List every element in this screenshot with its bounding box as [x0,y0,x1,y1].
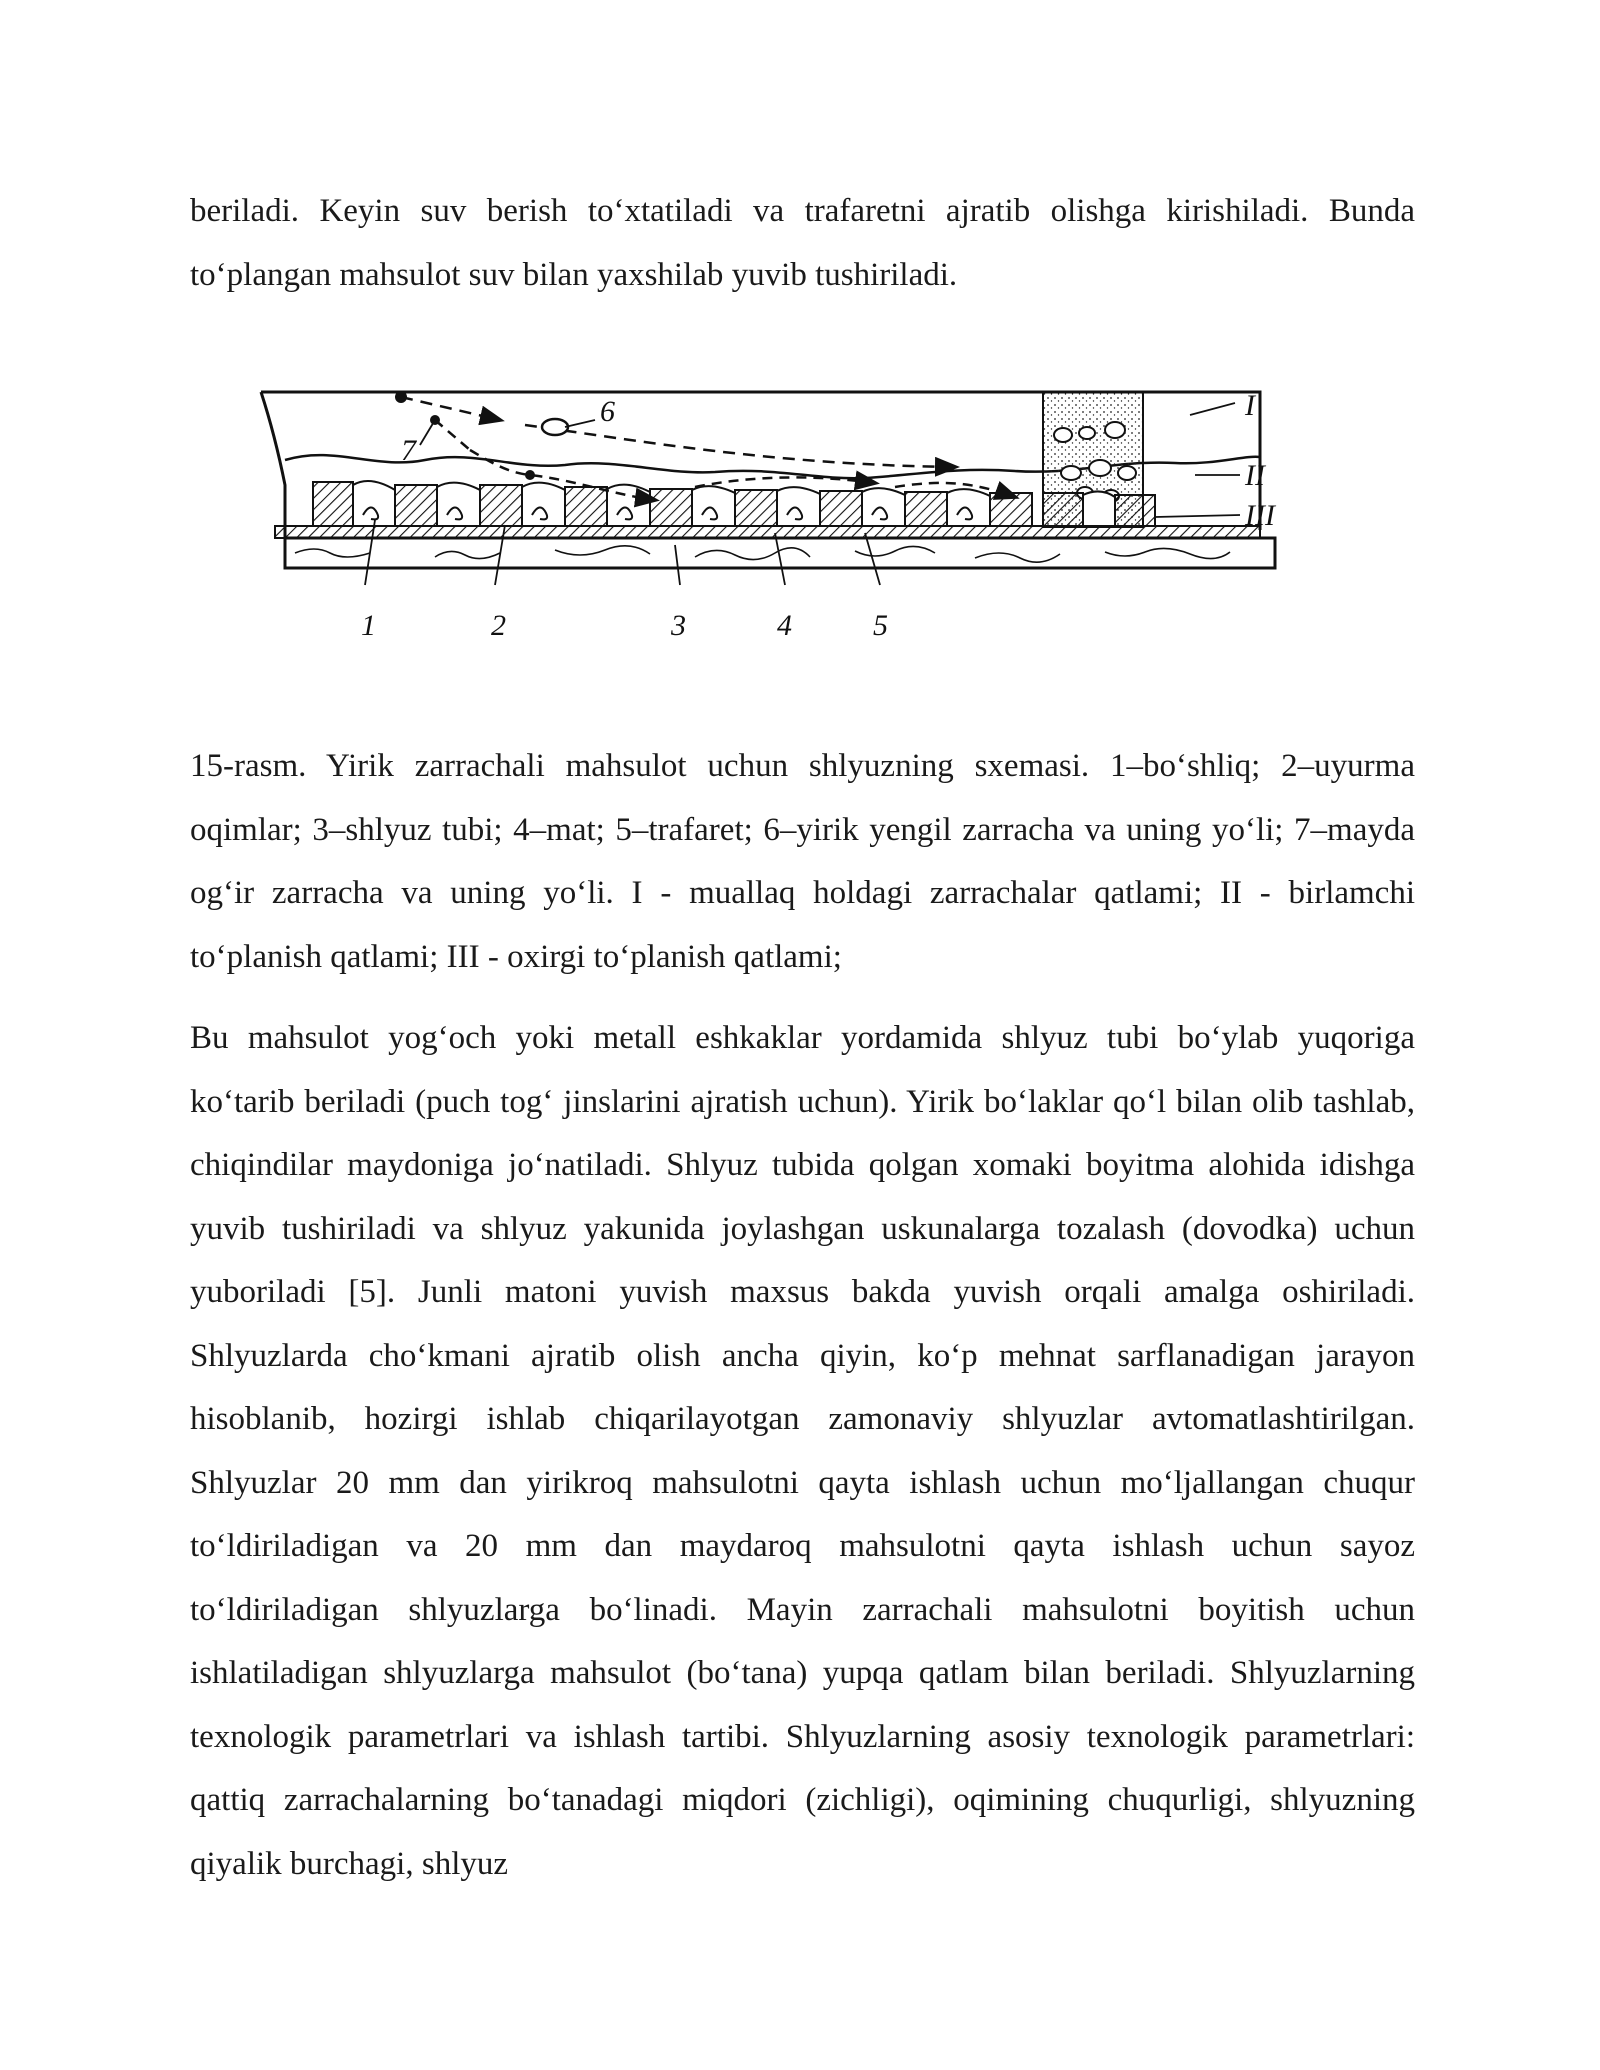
layer-label-I: I [1245,389,1255,422]
figure-label-4: 4 [777,609,792,642]
figure-label-6: 6 [600,395,615,428]
riffle-blocks [313,481,1155,526]
figure-label-1: 1 [361,609,376,642]
layer-label-II: II [1245,459,1265,492]
figure-label-5: 5 [873,609,888,642]
paragraph-main: Bu mahsulot yog‘och yoki metall eshkaklar yordamida shlyuz tubi bo‘ylab yuqoriga ko‘tarib beriladi (puch tog‘ jinslarini ajratish uchun). Yirik bo‘laklar qo‘l bilan olib tashlab, chiqindilar maydoniga jo‘natiladi. Shlyuz tubida qolgan xomaki boyitma alohida idishga yuvib tushiriladi va shlyuz yakunida joylashgan uskunalarga tozalash (dovodka) uchun yuboriladi [5]. Junli matoni yuvish maxsus bakda yuvish orqali amalga oshiriladi. Shlyuzlarda cho‘kmani ajratib olish ancha qiyin, ko‘p mehnat sarflanadigan jarayon hisoblanib, hozirgi ishlab chiqarilayotgan zamonaviy shlyuzlar avtomatlashtirilgan. Shlyuzlar 20 mm dan yirikroq mahsulotni qayta ishlash uchun mo‘ljallangan chuqur to‘ldiriladigan va 20 mm dan maydaroq mahsulotni qayta ishlash uchun sayoz to‘ldiriladigan shlyuzlarga bo‘linadi. Mayin zarrachali mahsulotni boyitish uchun ishlatiladigan shlyuzlarga mahsulot (bo‘tana) yupqa qatlam bilan beriladi. Shlyuzlarning texnologik parametrlari va ishlash tartibi. Shlyuzlarning asosiy texnologik parametrlari: qattiq zarrachalarning bo‘tanadagi miqdori (zichligi), oqimining chuqurligi, shlyuzning qiyalik burchagi, shlyuz [190,1020,1415,1882]
sluice-diagram [255,375,1315,685]
sluice-diagram-figure [255,375,1315,685]
mat-layer [275,526,1260,538]
light-particle [542,419,568,435]
figure-label-3: 3 [671,609,686,642]
figure-label-2: 2 [491,609,506,642]
paragraph-top: beriladi. Keyin suv berish to‘xtatiladi va trafaretni ajratib olishga kirishiladi. Bunda to‘plangan mahsulot suv bilan yaxshilab yuvib tushiriladi. [190,193,1415,293]
layer-label-III: III [1245,499,1275,532]
figure-label-7: 7 [401,434,416,467]
light-particle-path [525,425,955,467]
figure-caption: 15-rasm. Yirik zarrachali mahsulot uchun shlyuzning sxemasi. 1–bo‘shliq; 2–uyurma oqimlar; 3–shlyuz tubi; 4–mat; 5–trafaret; 6–yirik yengil zarracha va uning yo‘li; 7–mayda og‘ir zarracha va uning yo‘li. I - muallaq holdagi zarrachalar qatlami; II - birlamchi to‘planish qatlami; III - oxirgi to‘planish qatlami; [190,748,1415,975]
